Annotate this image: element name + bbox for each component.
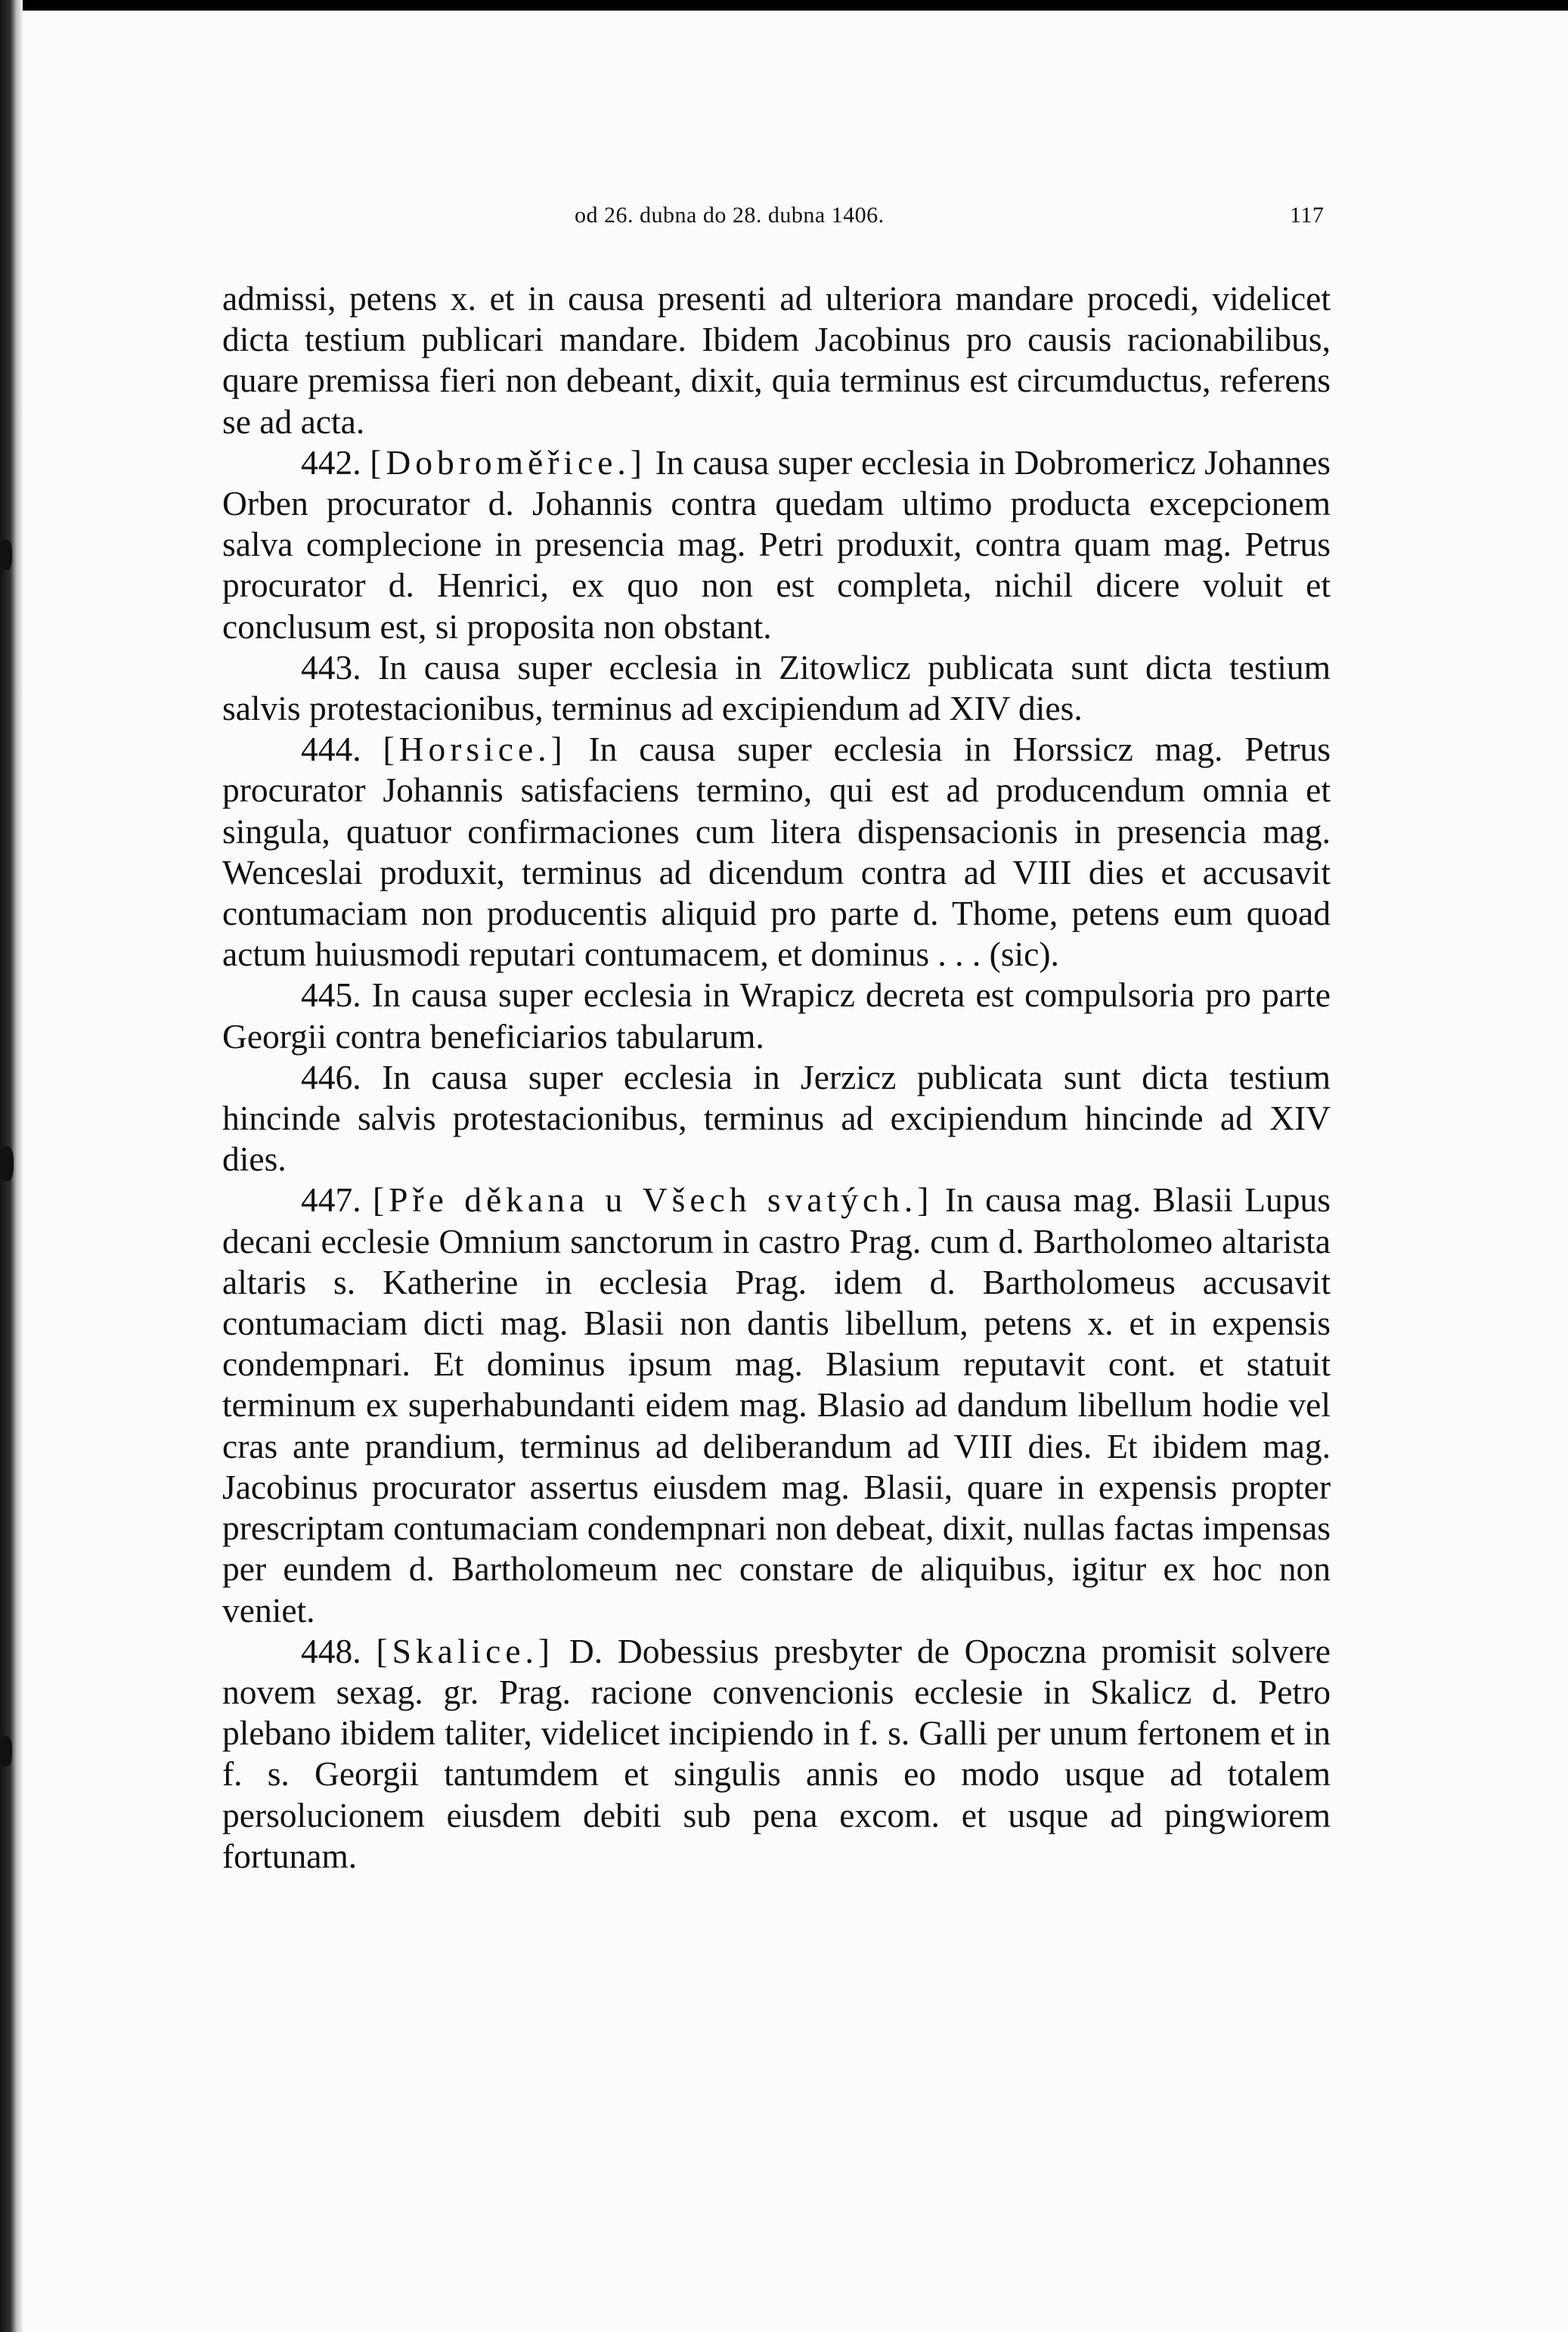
entry-446 <box>222 1057 1331 1180</box>
running-header <box>0 203 1568 233</box>
entry-442 <box>222 442 1331 647</box>
entry-text: In causa super ecclesia in Dobromericz Johannes Orben procurator d. Johannis contra quedam ultimo producta excepcionem salva complecione in presencia mag. Petri produxit, contra quam mag. Petrus procurator d. Henrici, ex quo non est completa, nichil dicere voluit et conclusum est, si proposita non obstant. <box>222 442 1331 646</box>
entry-number: 445. <box>301 975 361 1015</box>
entry-text: In causa super ecclesia in Zitowlicz publicata sunt dicta testium salvis protestacionibus, terminus ad excipiendum ad XIV dies. <box>222 647 1331 728</box>
entry-text: In causa mag. Blasii Lupus decani ecclesie Omnium sanctorum in castro Prag. cum d. Bartholomeo altarista altaris s. Katherine in ecclesia Prag. idem d. Bartholomeus accusavit contumaciam dicti mag. Blasii non dantis libellum, petens x. et in expensis condempnari. Et dominus ipsum mag. Blasium reputavit cont. et statuit terminum ex superhabundanti eidem mag. Blasio ad dandum libellum hodie vel cras ante prandium, terminus ad deliberandum ad VIII dies. Et ibidem mag. Jacobinus procurator assertus eiusdem mag. Blasii, quare in expensis propter prescriptam contumaciam condempnari non debeat, dixit, nullas factas impensas per eundem d. Bartholomeum nec constare de aliquibus, igitur ex hoc non veniet. <box>222 1180 1331 1630</box>
entry-text: D. Dobessius presbyter de Opoczna promisit solvere novem sexag. gr. Prag. racione convencionis ecclesie in Skalicz d. Petro plebano ibidem taliter, videlicet incipiendo in f. s. Galli per unum fertonem et in f. s. Georgii tantumdem et singulis annis eo modo usque ad totalem persolucionem eiusdem debiti sub pena excom. et usque ad pingwiorem fortunam. <box>222 1631 1331 1875</box>
entry-text: In causa super ecclesia in Horssicz mag. Petrus procurator Johannis satisfaciens termino, qui est ad producendum omnia et singula, quatuor confirmaciones cum litera dispensacionis in presencia mag. Wenceslai produxit, terminus ad dicendum contra ad VIII dies et accusavit contumaciam non producentis aliquid pro parte d. Thome, petens eum quoad actum huiusmodi reputari contumacem, et dominus . . . (sic). <box>222 730 1331 974</box>
paragraph-continuation <box>222 278 1331 442</box>
entry-text: In causa super ecclesia in Jerzicz publicata sunt dicta testium hincinde salvis protestacionibus, terminus ad excipiendum hincinde ad XIV dies. <box>222 1057 1331 1179</box>
entry-place-name: [Pře děkana u Všech svatých.] <box>373 1180 934 1220</box>
entry-443 <box>222 647 1331 729</box>
entry-number: 448. <box>301 1631 361 1670</box>
running-title: od 26. dubna do 28. dubna 1406. <box>575 203 885 228</box>
entry-place-name: [Skalice.] <box>376 1631 555 1670</box>
entry-number: 446. <box>301 1057 361 1096</box>
page-number: 117 <box>1290 203 1325 228</box>
document-body <box>222 278 1331 1877</box>
entry-place-name: [Horsice.] <box>383 730 567 769</box>
entry-place-name: [Dobroměřice.] <box>370 442 646 482</box>
entry-447 <box>222 1180 1331 1630</box>
entry-text: In causa super ecclesia in Wrapicz decreta est compulsoria pro parte Georgii contra beneficiarios tabularum. <box>222 975 1331 1056</box>
entry-444 <box>222 729 1331 975</box>
scan-edge-mark <box>0 540 12 570</box>
entry-number: 447. <box>301 1180 361 1220</box>
entry-number: 442. <box>301 442 361 482</box>
paragraph-text: admissi, petens x. et in causa presenti ad ulteriora mandare procedi, videlicet dicta testium publicari mandare. Ibidem Jacobinus pro causis racionabilibus, quare premissa fieri non debeant, dixit, quia terminus est circumductus, referens se ad acta. <box>222 279 1331 441</box>
entry-number: 443. <box>301 647 361 687</box>
scan-edge-mark <box>0 1146 14 1181</box>
entry-number: 444. <box>301 730 361 769</box>
entry-445 <box>222 975 1331 1056</box>
scan-top-border <box>0 0 1568 11</box>
scan-edge-mark <box>0 1736 12 1766</box>
entry-448 <box>222 1631 1331 1877</box>
